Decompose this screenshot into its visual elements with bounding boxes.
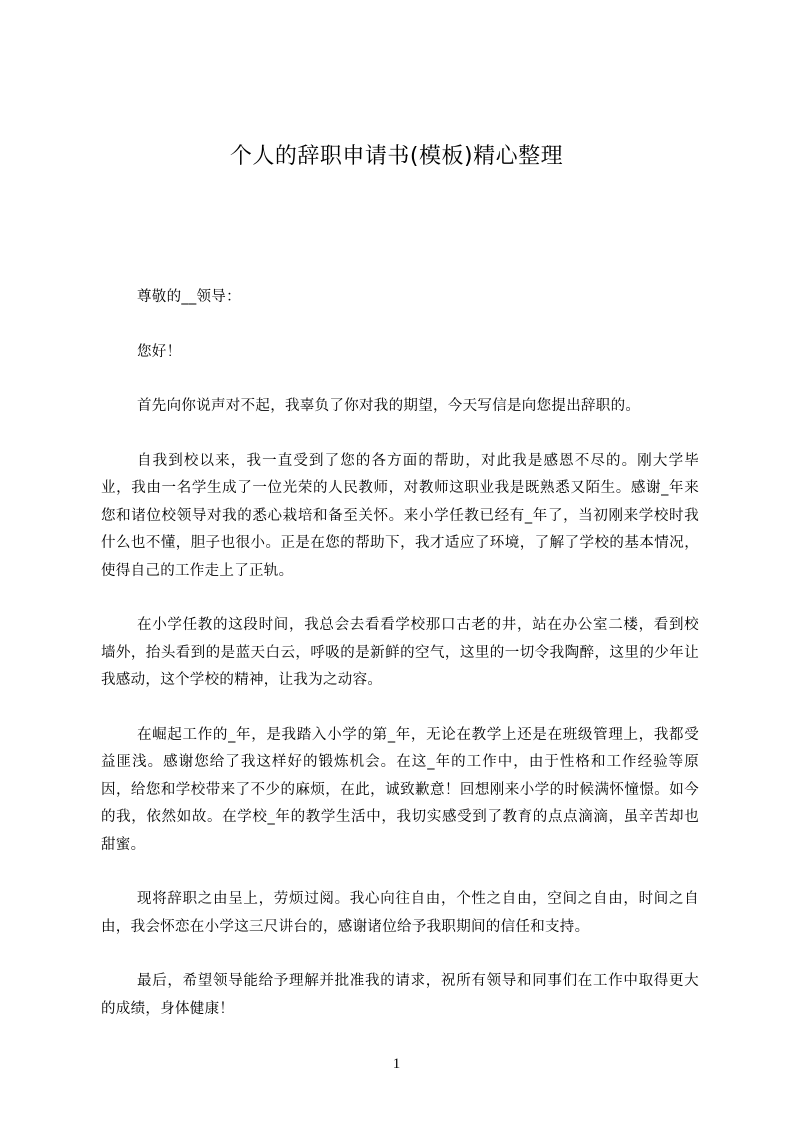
page-number: 1 bbox=[392, 1056, 401, 1072]
body-paragraph: 首先向你说声对不起，我辜负了你对我的期望，今天写信是向您提出辞职的。 bbox=[137, 398, 641, 414]
body-paragraph: 自我到校以来，我一直受到了您的各方面的帮助，对此我是感恩不尽的。刚大学毕业，我由一名学生成了一位光荣的人民教师，对教师这职业我是既熟悉又陌生。感谢_年来您和诸位校领导对我的悉心栽培和备至关怀。来小学任教已经有_年了，当初刚来学校时我什么也不懂，胆子也很小。正是在您的帮助下，我才适应了环境，了解了学校的基本情况，使得自己的工作走上了正轨。 bbox=[101, 452, 699, 579]
closing-paragraph: 最后，希望领导能给予理解并批准我的请求，祝所有领导和同事们在工作中取得更大的成绩，身体健康！ bbox=[101, 973, 699, 1017]
salutation: 尊敬的__领导： bbox=[137, 289, 241, 305]
body-paragraph: 在小学任教的这段时间，我总会去看看学校那口古老的井，站在办公室二楼，看到校墙外，抬头看到的是蓝天白云，呼吸的是新鲜的空气，这里的一切令我陶醉，这里的少年让我感动，这个学校的精神，让我为之动容。 bbox=[101, 617, 699, 688]
body-paragraph: 在崛起工作的_年，是我踏入小学的第_年，无论在教学上还是在班级管理上，我都受益匪浅。感谢您给了我这样好的锻炼机会。在这_年的工作中，由于性格和工作经验等原因，给您和学校带来了不少的麻烦，在此，诚致歉意！回想刚来小学的时候满怀憧憬。如今的我，依然如故。在学校_年的教学生活中，我切实感受到了教育的点点滴滴，虽辛苦却也甜蜜。 bbox=[101, 726, 699, 853]
greeting: 您好！ bbox=[137, 343, 182, 360]
document-body bbox=[101, 284, 699, 1050]
document-title: 个人的辞职申请书(模板)精心整理 bbox=[229, 144, 564, 169]
body-paragraph: 现将辞职之由呈上，劳烦过阅。我心向往自由，个性之自由，空间之自由，时间之自由，我会怀恋在小学这三尺讲台的，感谢诸位给予我职期间的信任和支持。 bbox=[101, 891, 699, 935]
